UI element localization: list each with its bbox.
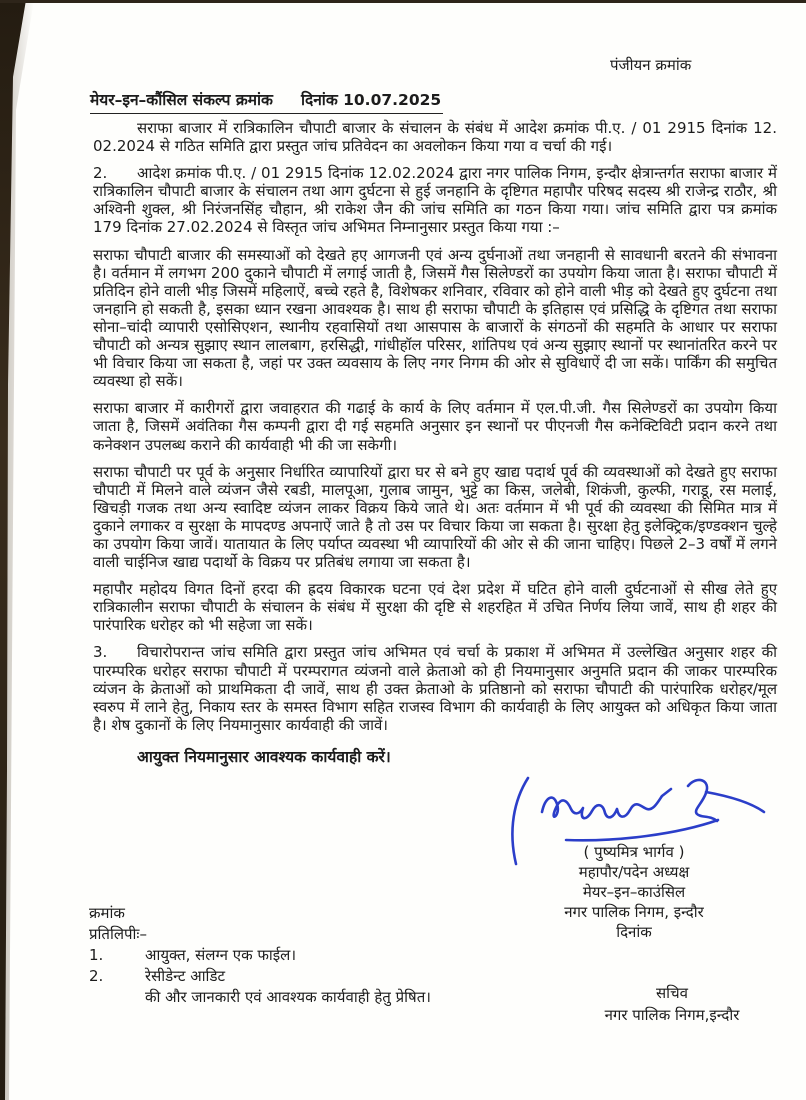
signatory-block: [516, 842, 752, 942]
copy-item-1: [89, 945, 431, 966]
directive-line: आयुक्त नियमानुसार आवश्यक कार्यवाही करें।: [137, 747, 391, 766]
signatory-designation-3: नगर पालिक निगम, इन्दौर: [564, 903, 704, 921]
para-item-3-number: 3.: [93, 643, 108, 662]
copy-item-2-text: रेसीडेन्ट आडिट: [145, 967, 226, 985]
copy-item-1-text: आयुक्त, संलग्न एक फाईल।: [145, 946, 297, 964]
scan-top-edge: [0, 0, 806, 3]
resolution-date: दिनांक 10.07.2025: [300, 91, 442, 109]
para-report-1: सराफा चौपाटी बाजार की समस्याओं को देखते हए आगजनी एवं अन्य दुर्घनाओं तथा जनहानी से सावधानी बरतने की संभावना है। वर्तमान में लगभग 200 दुकाने चौपाटी में लगाई जाती है, जिसमें गैस सिलेण्डरों का उपयोग किया जाता है। सराफा चौपाटी में प्रतिदिन होने वाली भीड़ जिसमें महिलाऐं, बच्चे रहते है, विशेषकर शनिवार, रविवार को होने वाली भीड़ को देखते हुए दुर्घटना तथा जनहानि हो सकती है, इसका ध्यान रखना आवश्यक है। साथ ही सराफा चौपाटी के इतिहास एवं प्रसिद्धि के दृष्टिगत तथा सराफा सोना–चांदी व्यापारी एसोसिएशन, स्थानीय रहवासियों तथा आसपास के बाजारों के संगठनों की सहमति के आधार पर सराफा चौपाटी को अन्यत्र सुझाए स्थान लालबाग, हरसिद्धी, गांधीहॉल परिसर, शांतिपथ एवं अन्य सुझाए स्थानों पर स्थानांतरित करने पर भी विचार किया जा सकता है, जहां पर उक्त व्यवसाय के लिए नगर निगम की ओर से सुविधाऐं दी जा सकें। पार्किंग की समुचित व्यवस्था हो सकें।: [93, 245, 777, 391]
signatory-designation-1: महापौर/पदेन अध्यक्ष: [578, 863, 690, 881]
para-item-2: [93, 164, 777, 236]
signatory-designation-2: मेयर–इन–काउंसिल: [582, 883, 686, 901]
signatory-name: ( पुष्यमित्र भार्गव ): [583, 843, 685, 861]
copy-item-2-number: 2.: [89, 967, 104, 985]
copy-item-1-number: 1.: [89, 946, 104, 964]
para-report-4: महापौर महोदय विगत दिनों हरदा की ह्रदय विकारक घटना एवं देश प्रदेश में घटित होने वाली दुर्घटनाओं से सीख लेते हुए रात्रिकालीन सराफा चौपाटी के संचालन के संबंध में सुरक्षा की दृष्टि से शहरहित में उचित निर्णय लिया जावें, साथ ही शहर की पारंपारिक धरोहर को भी सहेजा जा सकें।: [93, 580, 777, 635]
para-report-3: सराफा चौपाटी पर पूर्व के अनुसार निर्धारित व्यापारियों द्वारा घर से बने हुए खाद्य पदार्थ पूर्व की व्यवस्थाओं को देखते हुए सराफा चौपाटी में मिलने वाले व्यंजन जैसे रबडी, मालपूआ, गुलाब जामुन, भुट्टे का किस, जलेबी, शिकंजी, कुल्फी, गराडू, रस मलाई, खिचड़ी गजक तथा अन्य स्वादिष्ट व्यंजन लाकर विक्रय किये जाते थे। अतः वर्तमान में भी पूर्व की व्यवस्था की सिमित मात्र में दुकाने लगाकर व सुरक्षा के मापदण्ड अपनाऐं जाते है तो उस पर विचार किया जा सकता है। सुरक्षा हेतु इलेक्ट्रिक/इण्डक्शन चुल्हे का उपयोग किया जावें। यातायात के लिए पर्याप्त व्यवस्था भी व्यापारियों की ओर से की जाना चाहिए। पिछले 2–3 वर्षों में लगने वाली चाईनिज खाद्य पदार्थो के विक्रय पर प्रतिबंध लगाया जा सकता है।: [93, 462, 777, 572]
secretary-title: सचिव: [656, 984, 688, 1002]
para-item-3: [93, 643, 777, 733]
secretary-org: नगर पालिक निगम,इन्दौर: [604, 1006, 740, 1024]
letter-body: [93, 119, 777, 766]
signatory-date-label: दिनांक: [616, 923, 652, 941]
resolution-title: मेयर–इन–कौंसिल संकल्प क्रमांक: [90, 91, 273, 109]
copy-distribution-block: [89, 903, 431, 1008]
secretary-block: [552, 982, 792, 1026]
copy-item-2c-text: की और जानकारी एवं आवश्यक कार्यवाही हेतु प्रेषित।: [145, 988, 431, 1006]
registration-number-label: पंजीयन क्रमांक: [610, 56, 692, 74]
footer-number-label: क्रमांक: [89, 904, 125, 922]
para-report-2: सराफा बाजार में कारीगरों द्वारा जवाहरात की गढाई के कार्य के लिए वर्तमान में एल.पी.जी. गैस सिलेण्डरों का उपयोग किया जाता है, जिसमें अवंतिका गैस कम्पनी द्वारा दी गई सहमति अनुसार इन स्थानों पर पीएनजी गैस कनेक्टिविटी प्रदान करने तथा कनेक्शन उपलब्ध कराने की कार्यवाही भी की जा सकेगी।: [93, 399, 777, 454]
copy-item-2c-number: [89, 987, 145, 1008]
para-item-2-number: 2.: [93, 164, 108, 183]
para-item-3-text: विचारोपरान्त जांच समिति द्वारा प्रस्तुत जांच अभिमत एवं चर्चा के प्रकाश में अभिमत में उल्लेखित अनुसार शहर की पारम्परिक धरोहर सराफा चौपाटी में परम्परागत व्यंजनो वाले क्रेताओ को ही नियमानुसार अनुमति प्रदान की जाकर पारम्परिक व्यंजन के क्रेताओं को प्राथमिकता दी जावें, साथ ही उक्त क्रेताओ के प्रतिष्ठानो को सराफा चौपाटी की पारंपारिक धरोहर/मूल स्वरुप में लाने हेतु, निकाय स्तर के समस्त विभाग सहित राजस्व विभाग की कार्यवाही के लिए आयुक्त को अधिकृत किया जाता है। शेष दुकानों के लिए नियमानुसार कार्यवाही की जावें।: [93, 643, 777, 734]
para-intro: सराफा बाजार में रात्रिकालिन चौपाटी बाजार के संचालन के संबंध में आदेश क्रमांक पी.ए. / 01 2915 दिनांक 12. 02.2024 से गठित समिति द्वारा प्रस्तुत जांच प्रतिवेदन का अवलोकन किया गया व चर्चा की गई।: [93, 119, 777, 156]
resolution-title-line: [90, 88, 443, 114]
copy-item-2: [89, 966, 431, 987]
para-item-2-text: आदेश क्रमांक पी.ए. / 01 2915 दिनांक 12.02.2024 द्वारा नगर पालिक निगम, इन्दौर क्षेत्रान्तर्गत सराफा बाजार में रात्रिकालिन चौपाटी बाजार के संचालन तथा आग दुर्घटना से हुई जनहानि के दृष्टिगत महापौर परिषद सदस्य श्री राजेन्द्र राठौर, श्री अश्विनी शुक्ल, श्री निरंजनसिंह चौहान, श्री राकेश जैन की जांच समिति का गठन किया गया। जांच समिति द्वारा पत्र क्रमांक 179 दिनांक 27.02.2024 से विस्तृत जांच अभिमत निम्नानुसार प्रस्तुत किया गया :–: [93, 164, 777, 237]
copy-label: प्रतिलिपीः–: [89, 925, 147, 943]
copy-item-2-continued: [89, 987, 431, 1008]
